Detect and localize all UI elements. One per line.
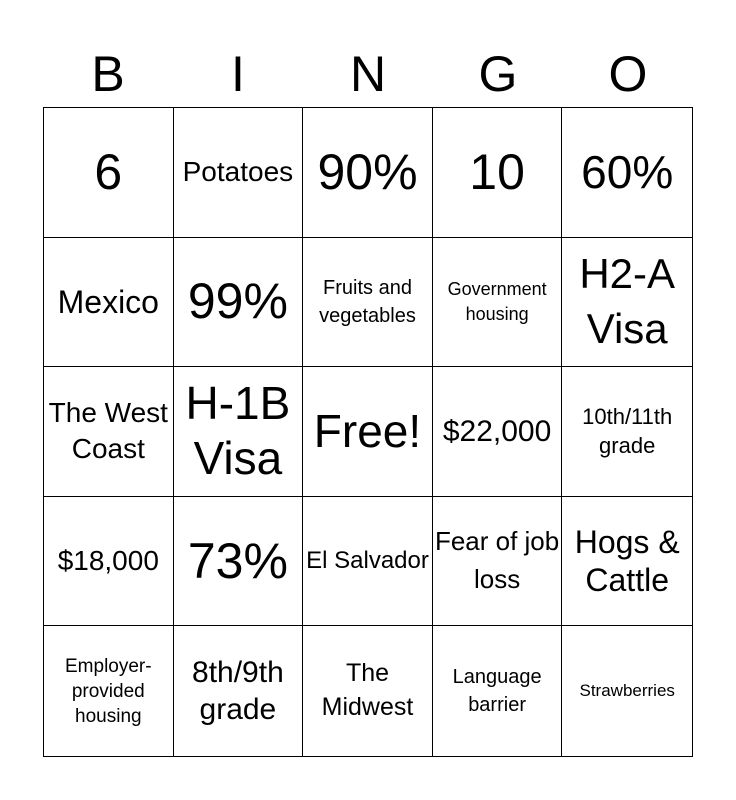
bingo-cell-r2c4[interactable] [433,238,563,368]
header-letter-i: I [231,46,245,102]
bingo-cell-r4c1[interactable] [44,497,174,627]
header-letter-o: O [608,46,648,102]
cell-text: The West Coast [48,397,168,465]
bingo-cell-r4c5[interactable] [562,497,692,627]
cell-text: 99% [187,273,288,330]
bingo-cell-r1c3[interactable] [303,108,433,238]
bingo-cell-r1c1[interactable] [44,108,174,238]
bingo-cell-r4c3[interactable] [303,497,433,627]
bingo-cell-r3c5[interactable] [562,367,692,497]
bingo-cell-r2c2[interactable] [174,238,304,368]
bingo-cell-r3c2[interactable] [174,367,304,497]
bingo-cell-r2c5[interactable] [562,238,692,368]
header-letter-b: B [91,46,125,102]
header-letter-n: N [349,46,387,102]
cell-text: Government housing [447,278,547,324]
cell-text: Potatoes [182,156,294,188]
cell-text: $18,000 [57,544,159,576]
header-letter-g: G [478,46,518,102]
cell-text: Mexico [57,283,159,320]
bingo-header [43,40,693,108]
bingo-cell-r5c3[interactable] [303,626,433,756]
cell-text: Language barrier [452,666,542,717]
cell-text: Free! [313,404,422,457]
bingo-cell-r1c2[interactable] [174,108,304,238]
bingo-cell-r2c3[interactable] [303,238,433,368]
cell-text: 73% [187,532,288,589]
cell-text: 10th/11th grade [582,403,673,459]
bingo-board [43,107,693,757]
cell-text: Employer-provided housing [65,655,152,727]
bingo-cell-r2c1[interactable] [44,238,174,368]
bingo-cell-r3c4[interactable] [433,367,563,497]
cell-text: $22,000 [442,414,552,448]
cell-text: El Salvador [306,547,429,575]
cell-text: 8th/9th grade [192,655,284,727]
bingo-cell-r4c4[interactable] [433,497,563,627]
bingo-cell-r1c4[interactable] [433,108,563,238]
cell-text: 10 [469,143,525,200]
bingo-cell-r1c5[interactable] [562,108,692,238]
cell-text: H-1B Visa [185,377,291,485]
cell-text: 90% [317,143,418,200]
bingo-cell-r5c4[interactable] [433,626,563,756]
bingo-cell-r5c2[interactable] [174,626,304,756]
cell-text: Strawberries [579,681,675,701]
cell-text: 60% [581,145,674,198]
cell-text: H2-A Visa [579,250,676,352]
cell-text: Hogs & Cattle [574,523,680,599]
cell-text: The Midwest [321,659,414,722]
bingo-cell-r5c5[interactable] [562,626,692,756]
bingo-cell-r5c1[interactable] [44,626,174,756]
cell-text: 6 [94,143,123,200]
bingo-cell-r3c1[interactable] [44,367,174,497]
cell-text: Fear of job loss [434,526,560,595]
bingo-cell-r4c2[interactable] [174,497,304,627]
bingo-cell-r3c3[interactable] [303,367,433,497]
cell-text: Fruits and vegetables [319,276,416,327]
